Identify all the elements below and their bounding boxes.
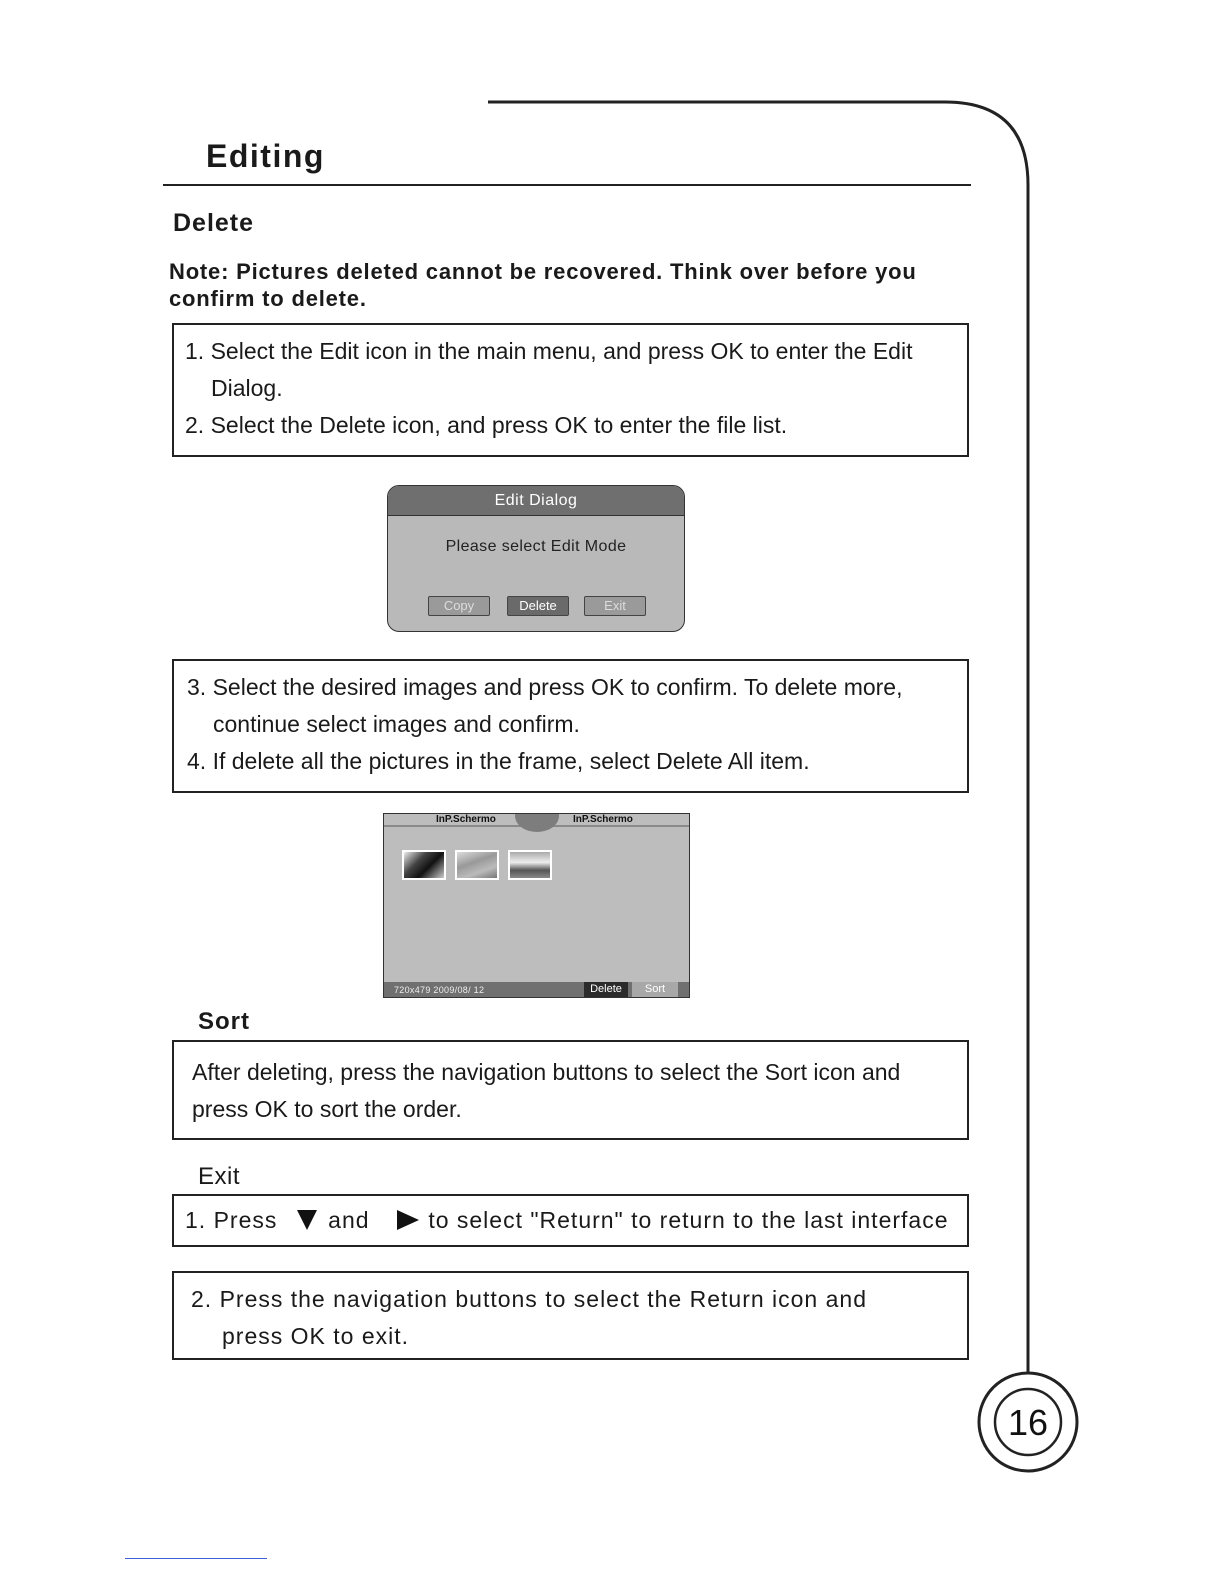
exit-box-2 xyxy=(172,1271,969,1360)
exit-box-1 xyxy=(172,1194,969,1247)
edit-dialog-title: Edit Dialog xyxy=(388,486,684,516)
step-text: Dialog. xyxy=(211,375,283,401)
exit-step2-text: press OK to exit. xyxy=(222,1323,410,1349)
exit-step1-prefix: 1. Press xyxy=(185,1207,278,1233)
exit-button: Exit xyxy=(584,596,646,616)
footer-line xyxy=(125,1558,267,1559)
screen-logo-icon xyxy=(515,813,559,832)
sort-heading: Sort xyxy=(198,1008,250,1035)
exit-step1-suffix: to select "Return" to return to the last interface xyxy=(428,1207,949,1233)
delete-steps-box-2 xyxy=(172,659,969,793)
edit-dialog-screenshot xyxy=(387,485,685,632)
screen-sort-button: Sort xyxy=(632,982,678,997)
delete-button: Delete xyxy=(507,596,569,616)
copy-button: Copy xyxy=(428,596,490,616)
delete-heading: Delete xyxy=(173,209,255,237)
screen-delete-button: Delete xyxy=(584,982,628,997)
title-divider xyxy=(163,184,971,186)
thumbnail-image xyxy=(508,850,552,880)
right-arrow-icon xyxy=(397,1210,419,1230)
down-arrow-icon xyxy=(297,1210,317,1230)
delete-steps-box-1 xyxy=(172,323,969,457)
exit-heading: Exit xyxy=(198,1163,241,1190)
sort-text: After deleting, press the navigation buttons to select the Sort icon and xyxy=(192,1059,901,1085)
image-info: 720x479 2009/08/ 12 xyxy=(394,985,485,995)
sort-text: press OK to sort the order. xyxy=(192,1096,462,1122)
exit-step2-text: 2. Press the navigation buttons to select the Return icon and xyxy=(191,1286,867,1312)
screen-label-left: InP.Schermo xyxy=(436,814,496,825)
file-list-screenshot xyxy=(383,813,690,998)
page-title: Editing xyxy=(206,138,325,174)
step-text: continue select images and confirm. xyxy=(213,711,580,737)
step-text: 3. Select the desired images and press OK to confirm. To delete more, xyxy=(187,674,903,700)
step-text: 2. Select the Delete icon, and press OK to enter the file list. xyxy=(185,412,788,438)
sort-box xyxy=(172,1040,969,1140)
thumbnail-image xyxy=(455,850,499,880)
step-text: 1. Select the Edit icon in the main menu, and press OK to enter the Edit xyxy=(185,338,913,364)
edit-dialog-message: Please select Edit Mode xyxy=(445,538,627,555)
screen-label-right: InP.Schermo xyxy=(573,814,633,825)
delete-note: Note: Pictures deleted cannot be recovered. Think over before you confirm to delete. xyxy=(169,259,917,311)
exit-step1-and: and xyxy=(328,1207,370,1233)
page-number: 16 xyxy=(1007,1402,1049,1443)
step-text: 4. If delete all the pictures in the frame, select Delete All item. xyxy=(187,748,810,774)
thumbnail-image xyxy=(402,850,446,880)
